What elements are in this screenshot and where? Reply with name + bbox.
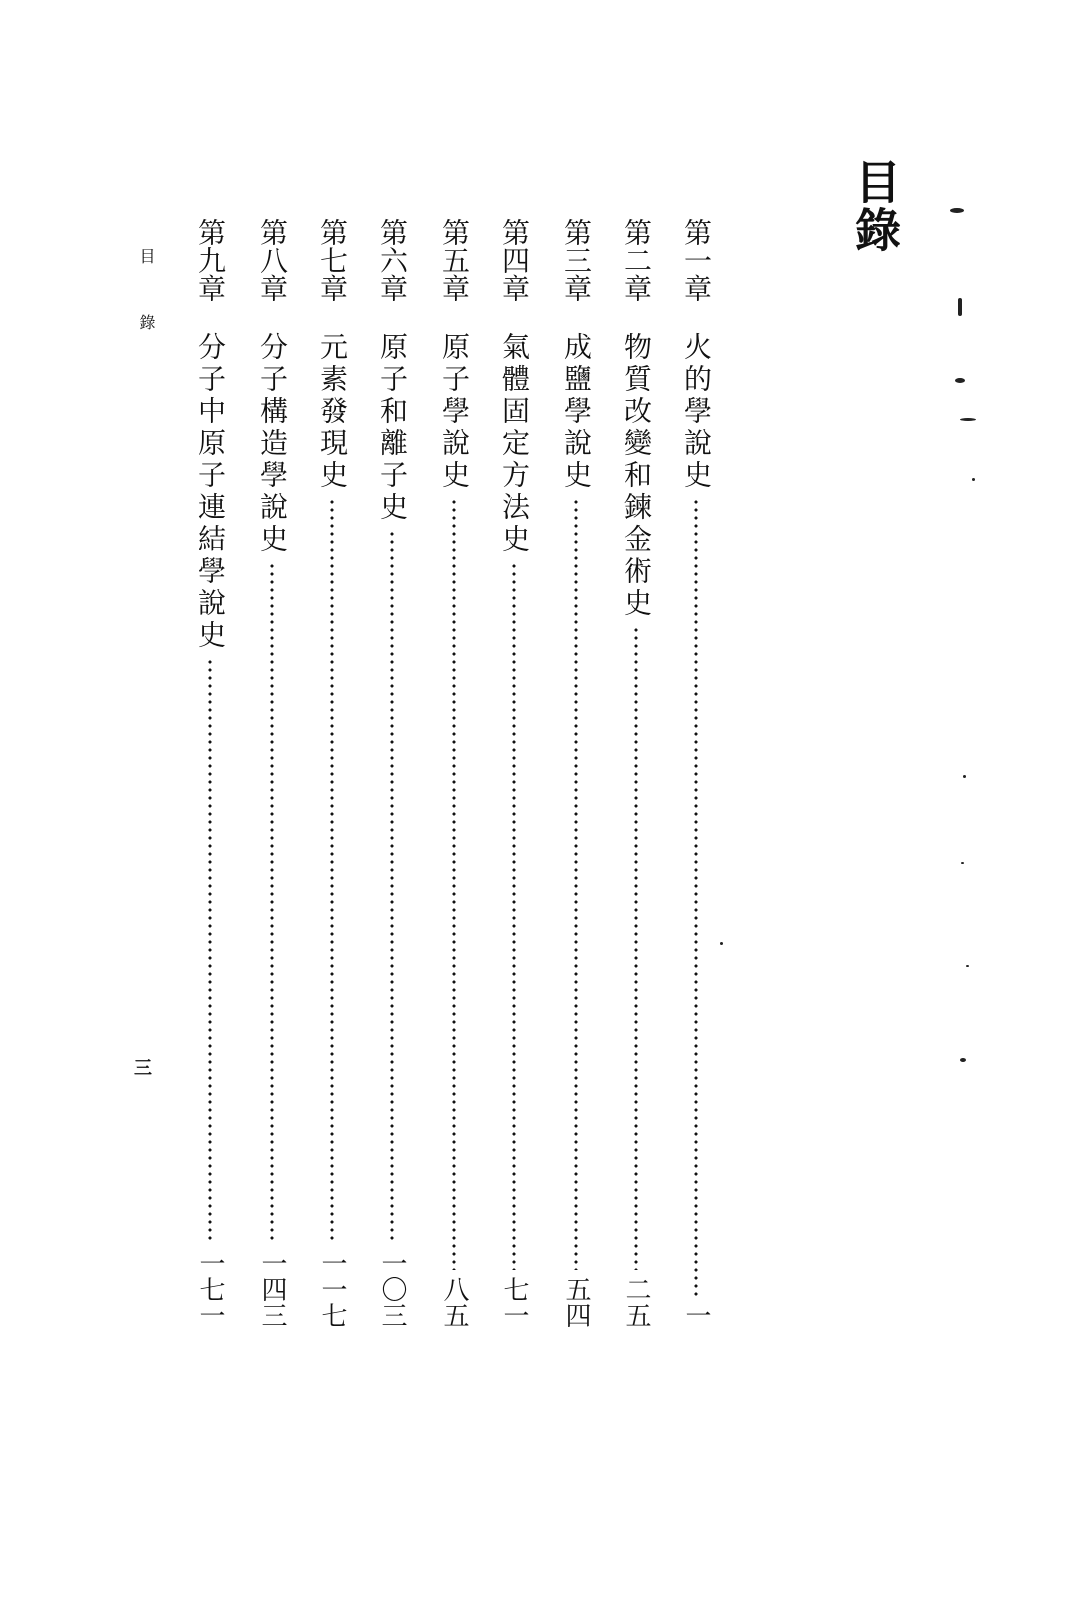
page-number: 一	[681, 1302, 711, 1328]
chapter-number: 第一章	[680, 218, 713, 302]
chapter-title: 物質改變和鍊金術史	[620, 332, 653, 620]
scan-speck	[972, 478, 975, 481]
toc-entry-4[interactable]	[498, 218, 530, 1328]
chapter-title: 氣體固定方法史	[498, 332, 531, 556]
scan-speck	[961, 862, 964, 864]
dot-leader	[634, 626, 638, 1270]
toc-entry-8[interactable]	[256, 218, 288, 1328]
chapter-number: 第九章	[194, 218, 227, 302]
chapter-title: 原子學說史	[438, 332, 471, 492]
chapter-title: 火的學說史	[680, 332, 713, 492]
toc-entry-7[interactable]	[316, 218, 348, 1328]
toc-entry-6[interactable]	[376, 218, 408, 1328]
dot-leader	[574, 498, 578, 1270]
chapter-title: 成鹽學說史	[560, 332, 593, 492]
dot-leader	[390, 530, 394, 1244]
chapter-number: 第五章	[438, 218, 471, 302]
dot-leader	[452, 498, 456, 1270]
chapter-title: 原子和離子史	[376, 332, 409, 524]
toc-entry-1[interactable]	[680, 218, 712, 1328]
dot-leader	[694, 498, 698, 1296]
scan-speck	[720, 942, 723, 945]
page-title: 目錄	[848, 158, 902, 254]
page-number: 一七一	[195, 1250, 225, 1328]
scan-speck	[963, 775, 966, 778]
toc-entry-5[interactable]	[438, 218, 470, 1328]
page-number: 七一	[499, 1276, 529, 1328]
dot-leader	[512, 562, 516, 1270]
dot-leader	[270, 562, 274, 1244]
chapter-number: 第四章	[498, 218, 531, 302]
scan-speck	[966, 965, 969, 967]
chapter-number: 第八章	[256, 218, 289, 302]
toc-entry-3[interactable]	[560, 218, 592, 1328]
page-number: 二五	[621, 1276, 651, 1328]
toc-entry-2[interactable]	[620, 218, 652, 1328]
scan-speck	[958, 298, 962, 316]
scan-speck	[960, 418, 976, 421]
page-number: 五四	[561, 1276, 591, 1328]
toc-entry-9[interactable]	[194, 218, 226, 1328]
chapter-number: 第七章	[316, 218, 349, 302]
chapter-title: 分子中原子連結學說史	[194, 332, 227, 652]
chapter-number: 第二章	[620, 218, 653, 302]
dot-leader	[208, 658, 212, 1244]
scan-speck	[955, 378, 965, 383]
chapter-title: 分子構造學說史	[256, 332, 289, 556]
running-head: 目錄	[137, 248, 156, 380]
page-number: 一〇三	[377, 1250, 407, 1328]
page-number: 一四三	[257, 1250, 287, 1328]
chapter-title: 元素發現史	[316, 332, 349, 492]
page-number: 八五	[439, 1276, 469, 1328]
folio-page-number: 三	[134, 1058, 152, 1079]
page-number: 一一七	[317, 1250, 347, 1328]
dot-leader	[330, 498, 334, 1244]
scan-speck	[960, 1058, 966, 1062]
chapter-number: 第三章	[560, 218, 593, 302]
chapter-number: 第六章	[376, 218, 409, 302]
scan-speck	[950, 208, 964, 213]
